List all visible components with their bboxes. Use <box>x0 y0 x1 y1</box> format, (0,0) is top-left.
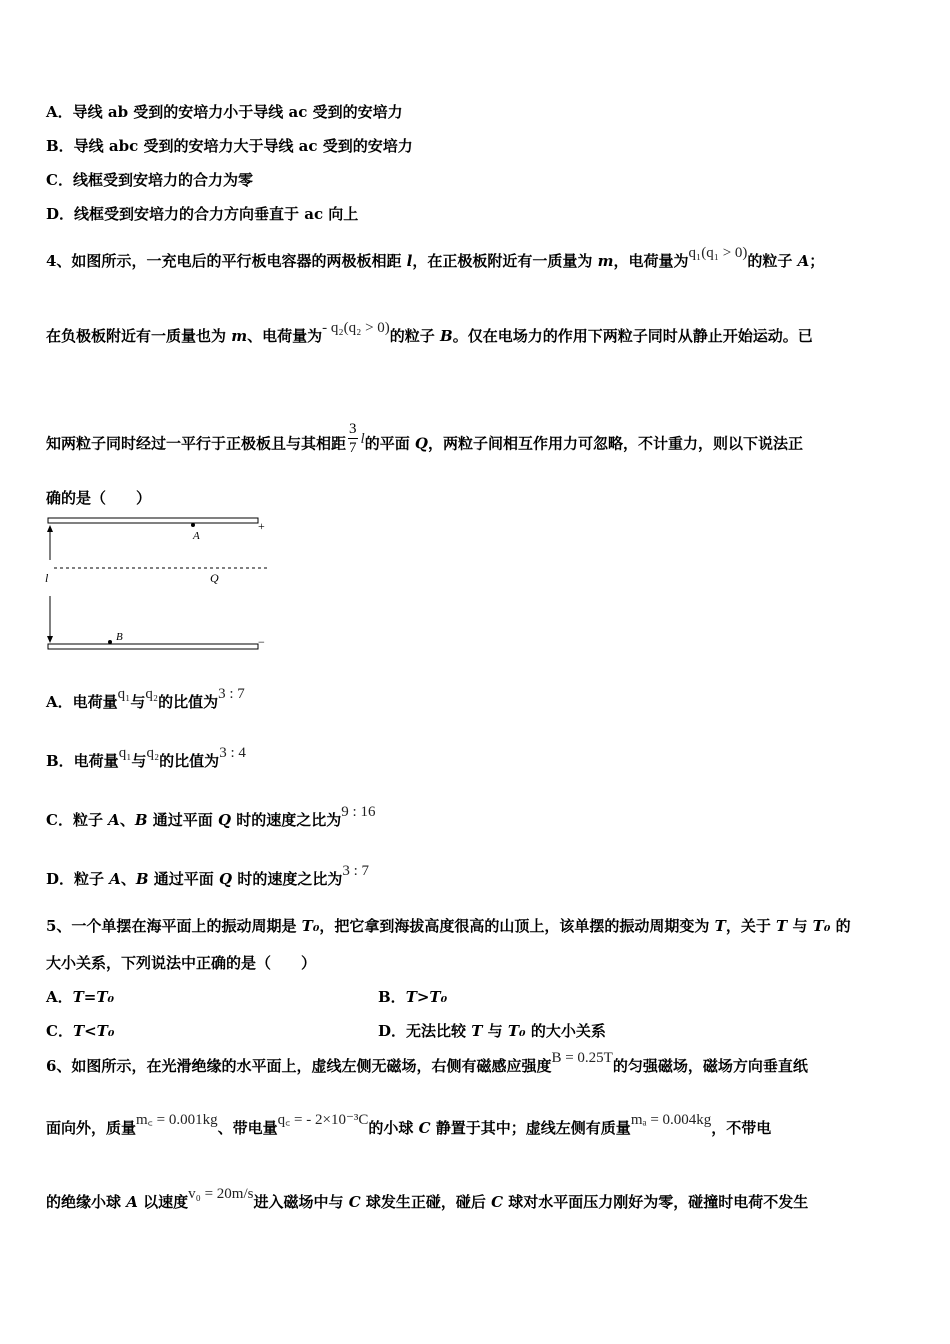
capacitor-diagram <box>40 512 280 657</box>
particle-a-dot <box>191 523 195 527</box>
particle-a-label: A <box>193 530 200 542</box>
q5-option-b: B．T>T₀ <box>378 988 448 1006</box>
q5-option-c: C．T<T₀ <box>46 1022 115 1040</box>
q4-stem-line4: 确的是（ ） <box>46 489 152 507</box>
positive-plate <box>48 518 258 523</box>
q3-option-d: D．线框受到安培力的合力方向垂直于 ac 向上 <box>46 205 359 223</box>
q3-option-a: A．导线 ab 受到的安培力小于导线 ac 受到的安培力 <box>46 103 403 121</box>
q3-option-b: B．导线 abc 受到的安培力大于导线 ac 受到的安培力 <box>46 137 413 155</box>
q3-option-c: C．线框受到安培力的合力为零 <box>46 171 253 189</box>
q6-stem-line2: 面向外，质量m꜀ = 0.001kg、带电量q꜀ = - 2×10⁻³C的小球 C 静置于其中；虚线左侧有质量mₐ = 0.004kg，不带电 <box>46 1112 772 1137</box>
q5-stem-line1: 5、一个单摆在海平面上的振动周期是 T₀，把它拿到海拔高度很高的山顶上，该单摆的振动周期变为 T，关于 T 与 T₀ 的 <box>46 917 851 935</box>
q6-stem-line3: 的绝缘小球 A 以速度v₀ = 20m/s进入磁场中与 C 球发生正碰，碰后 C 球对水平面压力刚好为零，碰撞时电荷不发生 <box>46 1186 809 1211</box>
q2-expression: - q₂(q₂ > 0) <box>322 320 390 336</box>
q4-stem-line1: 4、如图所示，一充电后的平行板电容器的两极板相距 l，在正极板附近有一质量为 m，电荷量为q₁(q₁ > 0)的粒子 A； <box>46 245 825 270</box>
q4-option-d: D．粒子 A、B 通过平面 Q 时的速度之比为3 : 7 <box>46 863 370 888</box>
q4-option-a: A．电荷量q₁与q₂的比值为3 : 7 <box>46 686 245 711</box>
q5-option-d: D．无法比较 T 与 T₀ 的大小关系 <box>378 1022 606 1040</box>
negative-plate <box>48 644 258 649</box>
q6-stem-line1: 6、如图所示，在光滑绝缘的水平面上，虚线左侧无磁场，右侧有磁感应强度B = 0.25T的匀强磁场，磁场方向垂直纸 <box>46 1050 808 1075</box>
v0-expression: v₀ = 20m/s <box>188 1186 254 1202</box>
plane-q-label: Q <box>210 571 219 585</box>
b-field-expression: B = 0.25T <box>551 1050 613 1066</box>
particle-b-label: B <box>116 631 123 643</box>
q4-option-b: B．电荷量q₁与q₂的比值为3 : 4 <box>46 745 246 770</box>
q4-stem-line2: 在负极板附近有一质量也为 m、电荷量为- q₂(q₂ > 0)的粒子 B。仅在电场力的作用下两粒子同时从静止开始运动。已 <box>46 320 813 345</box>
distance-label: l <box>45 571 49 585</box>
minus-sign: − <box>258 635 265 649</box>
q5-option-a: A．T=T₀ <box>46 988 115 1006</box>
q4-stem-line3: 知两粒子同时经过一平行于正极板且与其相距 $\frac{3}{7}$ l的平面 Q，两粒子间相互作用力可忽略，不计重力，则以下说法正 <box>46 421 804 456</box>
qc-expression: q꜀ = - 2×10⁻³C <box>277 1112 369 1128</box>
plus-sign: + <box>258 519 265 533</box>
q5-stem-line2: 大小关系，下列说法中正确的是（ ） <box>46 954 317 972</box>
fraction-three-sevenths: $\frac{3}{7}$ <box>349 421 357 456</box>
q4-option-c: C．粒子 A、B 通过平面 Q 时的速度之比为9 : 16 <box>46 804 376 829</box>
q1-expression: q₁(q₁ > 0) <box>688 245 748 261</box>
ma-expression: mₐ = 0.004kg <box>630 1112 712 1128</box>
mc-expression: m꜀ = 0.001kg <box>136 1112 218 1128</box>
particle-b-dot <box>108 640 112 644</box>
